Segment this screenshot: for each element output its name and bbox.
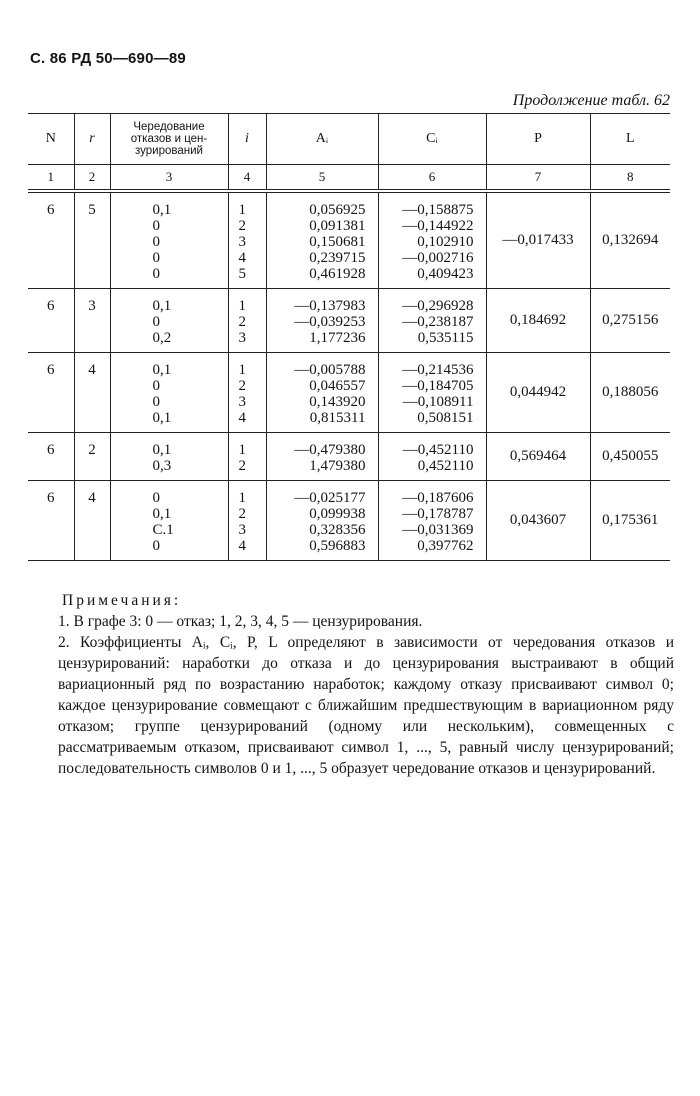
cell-i-value: 3	[238, 330, 246, 346]
cell-a-value: 0,596883	[309, 538, 366, 554]
cell-i-value: 3	[238, 394, 246, 410]
cell-alt-value: 0	[152, 490, 160, 506]
table-row-group	[28, 353, 670, 433]
cell-alt-value: 0	[152, 394, 160, 410]
cell-alt-value: 0,2	[152, 330, 172, 346]
cell-alt-value: 0	[152, 218, 160, 234]
column-number-cell: 4	[228, 165, 266, 192]
cell-i-value: 3	[238, 234, 246, 250]
table-row-group	[28, 191, 670, 289]
header-c: Cᵢ	[378, 114, 486, 165]
column-number-cell: 5	[266, 165, 378, 192]
cell-l: 0,188056	[590, 353, 670, 433]
cell-a-value: 0,150681	[309, 234, 366, 250]
column-number-cell: 1	[28, 165, 74, 192]
cell-c-value: —0,144922	[402, 218, 474, 234]
cell-c-value: —0,184705	[402, 378, 474, 394]
cell-a-value: 0,046557	[309, 378, 366, 394]
cell-i-value: 2	[238, 506, 246, 522]
header-i: i	[228, 114, 266, 165]
cell-a-value: 0,815311	[309, 410, 366, 426]
cell-p: 0,043607	[486, 481, 590, 561]
cell-i-value: 1	[238, 490, 246, 506]
cell-i-value: 4	[238, 538, 246, 554]
cell-alt-value: 0	[152, 266, 160, 282]
header-alternation-line1: Чередование	[133, 121, 205, 133]
cell-a-value: 0,143920	[309, 394, 366, 410]
header-alternation-line2: отказов и цен-	[130, 133, 208, 145]
cell-l: 0,450055	[590, 433, 670, 481]
header-alternation-line3: зурирований	[135, 145, 203, 157]
cell-n: 6	[47, 490, 55, 506]
cell-c-value: —0,031369	[402, 522, 474, 538]
column-number-cell: 3	[110, 165, 228, 192]
cell-p: 0,044942	[486, 353, 590, 433]
cell-c-value: 0,452110	[417, 458, 474, 474]
note-2-text: 2. Коэффициенты Aᵢ, Cᵢ, P, L определяют в зависимости от чередования отказов и цензурирований: наработки до отказа и до цензурирования выстраивают в общий вариационный ряд по возрастанию наработок; каждому отказу присваивают символ 0; каждое цензурирование совмещают с ближайшим предшествующим в вариационном ряду отказом; группе цензурирований (одному или нескольким), совмещенных с рассматриваемым отказом, присваивают символ 1, ..., 5, равный числу цензурирований; последовательность символов 0 и 1, ..., 5 образует чередование отказов и цензурирований.	[58, 634, 674, 777]
header-l: L	[590, 114, 670, 165]
cell-alt-value: 0	[152, 234, 160, 250]
cell-c-value: 0,409423	[417, 266, 474, 282]
column-number-cell: 2	[74, 165, 110, 192]
cell-c-value: 0,397762	[417, 538, 474, 554]
cell-alt-value: 0	[152, 250, 160, 266]
cell-i-value: 3	[238, 522, 246, 538]
cell-alt-value: 0	[152, 314, 160, 330]
cell-p: 0,569464	[486, 433, 590, 481]
cell-alt-value: 0,1	[152, 442, 172, 458]
header-p: P	[486, 114, 590, 165]
cell-c-value: 0,508151	[417, 410, 474, 426]
cell-i-value: 2	[238, 458, 246, 474]
cell-a-value: 0,056925	[309, 202, 366, 218]
cell-r: 3	[88, 298, 96, 314]
table-row-group	[28, 289, 670, 353]
header-alternation	[110, 114, 228, 165]
cell-r: 5	[88, 202, 96, 218]
note-2	[58, 632, 674, 779]
cell-c-value: —0,178787	[402, 506, 474, 522]
cell-alt-value: 0	[152, 378, 160, 394]
cell-c-value: —0,158875	[402, 202, 474, 218]
cell-a-value: 1,479380	[309, 458, 366, 474]
cell-a-value: —0,479380	[294, 442, 366, 458]
table-continuation-label: Продолжение табл. 62	[512, 92, 670, 109]
cell-c-value: —0,214536	[402, 362, 474, 378]
cell-alt-value: 0,1	[152, 410, 172, 426]
cell-c-value: —0,002716	[402, 250, 474, 266]
cell-alt-value: 0	[152, 538, 160, 554]
cell-alt-value: С.1	[152, 522, 174, 538]
cell-alt-value: 0,1	[152, 506, 172, 522]
notes-block	[58, 590, 674, 779]
column-number-cell: 8	[590, 165, 670, 192]
cell-n: 6	[47, 298, 55, 314]
cell-a-value: 0,328356	[309, 522, 366, 538]
header-r: r	[74, 114, 110, 165]
cell-c-value: 0,535115	[417, 330, 474, 346]
cell-n: 6	[47, 442, 55, 458]
cell-a-value: —0,025177	[294, 490, 366, 506]
column-number-row	[28, 165, 670, 192]
cell-l: 0,175361	[590, 481, 670, 561]
cell-i-value: 2	[238, 218, 246, 234]
cell-alt-value: 0,1	[152, 202, 172, 218]
cell-alt-value: 0,3	[152, 458, 172, 474]
cell-i-value: 4	[238, 410, 246, 426]
column-number-cell: 6	[378, 165, 486, 192]
cell-c-value: —0,452110	[402, 442, 474, 458]
cell-i-value: 2	[238, 314, 246, 330]
table-body	[28, 191, 670, 561]
table-row-group	[28, 433, 670, 481]
cell-i-value: 1	[238, 362, 246, 378]
cell-a-value: 0,239715	[309, 250, 366, 266]
cell-r: 2	[88, 442, 96, 458]
table-row-group	[28, 481, 670, 561]
cell-alt-value: 0,1	[152, 362, 172, 378]
cell-i-value: 5	[238, 266, 246, 282]
header-n: N	[28, 114, 74, 165]
cell-i-value: 1	[238, 298, 246, 314]
page-header: С. 86 РД 50—690—89	[30, 50, 186, 67]
cell-r: 4	[88, 362, 96, 378]
header-a: Aᵢ	[266, 114, 378, 165]
cell-a-value: —0,137983	[294, 298, 366, 314]
cell-i-value: 4	[238, 250, 246, 266]
cell-l: 0,132694	[590, 191, 670, 289]
note-1: 1. В графе 3: 0 — отказ; 1, 2, 3, 4, 5 — цензурирования.	[58, 613, 423, 630]
cell-alt-value: 0,1	[152, 298, 172, 314]
cell-a-value: 0,091381	[309, 218, 366, 234]
cell-a-value: 1,177236	[309, 330, 366, 346]
cell-p: —0,017433	[486, 191, 590, 289]
cell-a-value: 0,099938	[309, 506, 366, 522]
cell-a-value: —0,005788	[294, 362, 366, 378]
cell-c-value: 0,102910	[417, 234, 474, 250]
results-table	[28, 113, 670, 561]
cell-n: 6	[47, 202, 55, 218]
cell-n: 6	[47, 362, 55, 378]
cell-i-value: 1	[238, 442, 246, 458]
cell-c-value: —0,238187	[402, 314, 474, 330]
notes-title: Примечания:	[62, 592, 182, 609]
cell-i-value: 1	[238, 202, 246, 218]
cell-c-value: —0,187606	[402, 490, 474, 506]
cell-c-value: —0,108911	[402, 394, 474, 410]
cell-p: 0,184692	[486, 289, 590, 353]
cell-r: 4	[88, 490, 96, 506]
cell-l: 0,275156	[590, 289, 670, 353]
cell-a-value: 0,461928	[309, 266, 366, 282]
column-number-cell: 7	[486, 165, 590, 192]
cell-c-value: —0,296928	[402, 298, 474, 314]
cell-i-value: 2	[238, 378, 246, 394]
cell-a-value: —0,039253	[294, 314, 366, 330]
